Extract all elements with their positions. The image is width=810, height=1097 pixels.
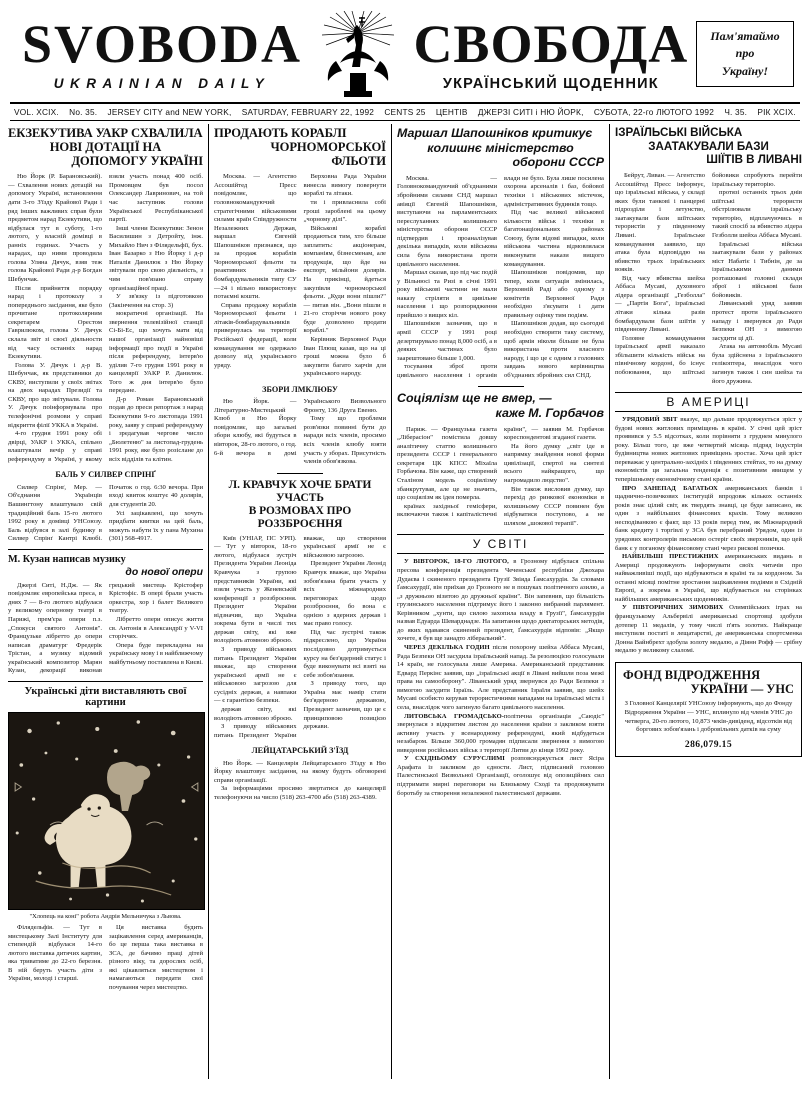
dateline-date-uk: СУБОТА, 22-го ЛЮТОГО 1992 (593, 107, 715, 117)
paragraph: Москва. — Головнокомандуючий об'єднаними збройними силами СНД маршал авіяції Євгеній Шапошніков, виступаючи на парламентських переслуханнях колишнього міністерства оборони СССР підтвердив і проаналізував декілька випадків, коли військова сила була використана проти цивільного населення. (397, 174, 497, 268)
headline-gorbachev-socialism (397, 391, 604, 420)
section-band-world: У СВІТІ (397, 534, 604, 554)
paragraph: тосування зброї проти цивільного населення і органів влади не було. Була лише посилена охорона арсеналів і баз, бойової техніки і військових містечок, адміністративних будинків тощо. (397, 174, 604, 379)
section-divider (8, 549, 203, 550)
article-body-children-exhibit (8, 924, 203, 993)
paragraph: З приводу того, що Україна має намір стати без'ядерною державою, Президент зазначив, що це є принциповою позицією держави. (303, 680, 386, 731)
paragraph: За інформаціями просимо звертатися до канцелярії телефонуючи на число (518) 263-4700 або (518) 263-4389. (214, 785, 386, 801)
headline-kuzan-opera: М. Кузан написав музику (8, 553, 126, 565)
item-lead-in: У ВІВТОРОК, 18-ГО ЛЮТОГО, (404, 558, 509, 566)
paragraph: Військові кораблі продаються тим, хто більше заплатить: акціонерам, компаніям, бізнесменам, але продукція, що йде на експорт, мільйони долярів. На прикінці, йдеться закупівля чорноморської фльоти. „Куди вони пішли?" — питав він. „Вони пішли в 21-го сторіччя нового року буде дозволено продати кораблі." (303, 224, 386, 335)
america-news-list (615, 416, 802, 656)
item-lead-in: ЛИТОВСЬКА ГРОМАДСЬКО- (404, 712, 504, 720)
paragraph: Голова У. Дячук і д-р В. Шебунчак, як представники до СКВУ, виступили у своїх звітах на двох нарадах Президії та СКВУ, про що звітували. Голова У. Дячук поінформувала про телефонічні розмови у справі відкриття філії УККА в Україні. (8, 361, 102, 429)
content-columns (8, 124, 802, 1079)
america-news-item (615, 485, 802, 554)
world-news-item (397, 713, 604, 756)
dateline-place-en: JERSEY CITY and NEW YORK, (107, 107, 232, 117)
masthead-subtitle-ukrainian: УКРАЇНСЬКИЙ ЩОДЕННИК (442, 75, 659, 92)
headline-line-3: оборони СССР (512, 155, 604, 170)
america-news-item (615, 416, 802, 485)
paragraph: Під час зустрічі також підкреслено, що Україна послідовно дотримується курсу на без'ядерний статус і буде виконувати всі взяті на себе зобов'язання. (303, 628, 386, 679)
headline-line-1: Л. КРАВЧУК ХОЧЕ БРАТИ УЧАСТЬ (228, 478, 372, 504)
dateline-date-en: SATURDAY, FEBRUARY 22, 1992 (241, 107, 375, 117)
headline-line-2: ЧОРНОМОРСЬКОЇ ФЛЬОТИ (270, 140, 386, 169)
article-body-kuzan-opera (8, 582, 203, 676)
paragraph: протязі останніх трьох днів шіїтські терористи обстрілювали ізраїльську територію, відплачуючись в такий спосіб за вбивство лідера Гезболли шейха Аббаса Мусаві. (712, 189, 802, 239)
column-2 (208, 124, 391, 1079)
dateline-number-en: No. 35. (69, 107, 98, 117)
item-text: в Грозному відбулася спільна пресова конференція президента Чеченської республіки Джохара Дудаєва і скиненого президента Грузії Звіяда Ґамсахурдія. За словами Ґамсахурдії, він приїхав до Грозного не в пошуках політичного азилю, а „з дружньою візитою до дружньої країни". Він запевнив, що більшість грузинського населення підтримує його і законно вибраний парлямент. Керівником „хунти, що силою захопила владу в Грузії", Ґамсахурдія назвав Едуарда Шеварднадзе. На запитання щодо диктаторських методів, до яких вдавався скинений президент, Ґамсахурдія відповів: „Якщо хочете, я був ще занадто ліберальний". (397, 558, 604, 643)
america-news-item (615, 553, 802, 604)
america-news-item (615, 604, 802, 655)
headline-line-1: ІЗРАЇЛЬСЬКІ ВІЙСЬКА (615, 126, 743, 139)
dateline-volume-en: VOL. XCIX. (14, 107, 59, 117)
photo-caption: "Хлопець на коні" робота Андрія Мельничука з Львова. (29, 912, 182, 920)
dateline-price-en: CENTS 25 (384, 107, 426, 117)
item-lead-in: У ПІВТОРИЧНИХ ЗИМОВИХ (622, 604, 724, 612)
masthead-title-ukrainian: СВОБОДА (413, 13, 689, 74)
headline-line-1: Соціялізм ще не вмер, — (397, 391, 552, 406)
item-lead-in: У СХІДНЬОМУ СУРУСЛИМІ (404, 755, 505, 763)
column-3 (391, 124, 609, 1079)
paragraph: Атака на автомобіль Мусаві була здійснена з ізраїльського гелікоптера, внаслідок чого загинув також і син шейха та його дружина. (712, 343, 802, 385)
remember-ukraine-box (696, 21, 794, 87)
paragraph: Ню Йорк. — Канцелярія Лейцатарського З'їзду в Ню Йорку влаштовує засідання, на якому будуть обговорені справи організації. (214, 759, 386, 784)
paragraph: Шапошніков зазначив, що в армії СССР у 1991 році дезертирувало понад 8,000 осіб, а в деяких частинах було заарештовано більше 1,000. (397, 320, 497, 362)
paragraph: Від часу вбивства шейха Аббаса Мусаві, духовного лідера організації „Гезболла" — „Партія Бога", ізраїльські літаки кілька разів бомбардували бази шіїтів у південному Ливані. (615, 274, 705, 334)
paragraph: Керівник Верховної Ради Іван Плющ казав, що на ці гроші можна було б закупити багато харчів для українського народу. (303, 335, 386, 378)
paragraph: мократичні організації. На звернення телевізійної станції Сі-Бі-Ес, що хочуть мати від нашої організації найновіші інформації про події в Україні після референдуму, інтерв'ю уділив 7-го грудня 1991 року в канцелярії УАКР Р. Данилюк. Того ж дня інтерв'ю було передане. (109, 310, 203, 395)
dateline-price-uk: ЦЕНТІВ (435, 107, 468, 117)
article-body-lmklub (214, 398, 386, 467)
headline-kravchuk-disarmament (214, 479, 386, 531)
column-4 (609, 124, 802, 1079)
paragraph: Париж. — Французька газета „Ліберасіон" помістила довшу аналітичну статтю колишнього президента СССР і генерального секретаря ЦК КПСС Міхаїла Горбачова. Він каже, що створений Сталіном модель соціялізму збанкрутував, але це не значить, що соціялізм як ідея померла. (397, 425, 497, 502)
remember-line-1: Пам'ятаймо (710, 28, 780, 43)
paragraph: Верховна Рада України винесла вимогу повернути кораблі та літаки. (303, 173, 386, 198)
item-lead-in: ПРО ЗАНЕПАД БАГАТЬОХ (622, 484, 718, 492)
item-lead-in: НАЙБІЛЬШІ ПРЕСТИЖНИХ (622, 553, 719, 561)
masthead-logo-english (12, 14, 302, 91)
world-news-item (397, 644, 604, 713)
paragraph: Ню Йорк. — Літературно-Мистецький Клюб в Ню Йорку повідомляє, що загальні збори клюбу, які будуться в вівторок, 28-го лютого, о год. 6-й вечора в домі Українського Визвольного Фронту, 136 Друга Евеню. (214, 398, 386, 457)
paragraph: Президент України Леонід Кравчук вважає, що Україна зобов'язана брати участь у всіх міжнародних переговорах щодо роззброєння, бо вона є однією з ядерних держав і має право голосу. (303, 560, 386, 628)
paragraph: Опера буде перекладена на українську мову і в найближчому майбутньому поставлена в Києві. (109, 641, 203, 666)
paragraph: Інші члени Екзекутиви: Зенон Василишин з Детройту, інж. Михайло Нич з Філядельфії, бух. Іван Базарко з Ню Йорку і д-р Наталія Данилюк з Ню Йорку звітували про свою діяльність, з чим пов'язано справу організаційної праці. (109, 224, 203, 292)
fund-revival-ukraine-box (615, 662, 802, 757)
headline-line-2: В РОЗМОВАХ ПРО РОЗЗБРОЄННЯ (248, 504, 352, 530)
article-body-uacr (8, 173, 203, 464)
article-body-silver-spring (8, 484, 203, 544)
dateline-bar (8, 104, 802, 120)
paragraph: держав світу, які володіють атомною зброєю. (214, 705, 297, 722)
paragraph: Головне командування ізраїльської армії наказало збільшити кількість військ на північному кордоні, бо існує побоювання, що шіїтські бойовики спробують перейти ізраїльську територію. (615, 172, 802, 376)
headline-line-2: НОВІ ДОТАЦІЇ НА (49, 140, 162, 155)
paragraph: Київ (УНІАР, ПС УРП). — Тут у вівторок, 18-го лютого, відбулася зустріч Президента України Леоніда Кравчука з групою представників України, які взяли участь у Женевській конференції з роззброєння. Президент України відзначив, що Україна зокрема бути в числі тих держав світу, які вже володіють атомною зброєю. (214, 534, 297, 645)
paragraph: З приводу військових питань Президент України вважає, що створення української армії не є військовою загрозою. (214, 534, 386, 739)
fund-title-line-2: УКРАЇНИ — УНС (690, 682, 794, 697)
dateline-place-uk: ДЖЕРЗІ СИТІ і НЮ ЙОРК, (477, 107, 584, 117)
item-text: Олимпійських іграх на французькому Альбервілі американські спортовці здобули дотепер 11 медалів, у тому числі п'ять золотих. Найкраще виступили постаті в лещатарстві, де американська спортсменка Донна Вайнбрехт здобула золоту медалю, а Діянн Рофф — срібну медалю у великому слаломі. (615, 604, 802, 655)
dateline-volume-uk: РІК XCIX. (757, 107, 796, 117)
item-text: розповсюджується лист Ясіра Арафата із закликом до єдности. Лист, підписаний головою Палестинської Визвольної Організації, оголошує від опозиційних сил підтримати мирні переговори на Близькому Сході та продовжувати боротьбу за створення незалежної палестинської держави. (397, 755, 604, 797)
headline-line-2: ЗААТАКУВАЛИ БАЗИ (648, 139, 769, 153)
masthead (8, 6, 802, 98)
paragraph: Ню Йорк (Р. Барановський). — Схвалення нових дотацій на допомогу Україні, встановлення дати 3-го З'їзду Крайової Ради і ряд інших важливих справ були предметом нарад Екзекутиви, що відбулася тут в суботу, 1-го лютого, у власній домівці в ранніх годинах. Участь у нарадах, що ними проводила голова Уляна Дячук, взяв теж голова Крайової Ради д-р Богдан Шебунчак. (8, 173, 102, 284)
section-divider (8, 681, 203, 682)
masthead-subtitle-english: UKRAINIAN DAILY (53, 76, 271, 91)
paragraph: 4-го грудня 1991 року обі двірці, УАКР і УККА, спільно влаштували вечір у справі референдуму в Україні, у якому взяли участь понад 400 осіб. Промовцем був посол Олександер Лавринович, на той час заступник голови Української Республіканської партії. (8, 173, 203, 463)
section-band-america: В АМЕРИЦІ (615, 392, 802, 412)
item-lead-in: ЧЕРЕЗ ДЕКІЛЬКА ГОДИН (404, 644, 490, 651)
article-body-gorbachev (397, 426, 604, 529)
deck-kuzan-opera: до нової опери (125, 566, 203, 578)
paragraph: Він також висловив думку, що перехід до ринкової економіки в колишньому СССР повинен був відбуватися поступово, а не шляхом „шокової терапії". (504, 485, 604, 527)
paragraph: Силвер Спрінґ, Мер. — Об'єднання Українців Вашингтону влаштувало свій традиційний баль 15-го лютого 1992 року в домівці УНСоюзу. Баль відбувся в залі будинку в Силвер Спрінґ Кантрі Клюбі. Початок о год. 6:30 вечора. При вході квиток коштує 40 долярів, для студентів 20. (8, 483, 203, 543)
paragraph: Лібретто опери описує життя св. Антонія в Александрії у V-VI сторіччях. (109, 616, 203, 641)
headline-israeli-forces (615, 126, 802, 167)
paragraph: Після прийняття порядку нарад і протоколу з попереднього засідання, яке було прочитане протоколярним секретарем Орестом Гаврилюком, голова У. Дячук склала звіт зі своєї діяльности від часу останніх нарад Екзекутиви. (8, 284, 102, 361)
world-news-list (397, 558, 604, 798)
paragraph: Шапошніков повідомив, що тепер, коли ситуація змінилась, Верховній Раді або одному з комітетів Верховної Ради необхідно з'ясувати і дати правильну оцінку тим подіям. (504, 269, 604, 319)
item-text: політична організація „Саюдіс" звернулася з відкритим листом до населення країни з закликом взяти активну участь у всенародному референдумі, який відбудеться незабаром. Більше 360,000 громадян підписали звернення з вимогою виведення російських військ з території Литви до кінця 1992 року. (397, 712, 605, 754)
headline-line-1: Маршал Шапошніков критикує (397, 126, 593, 140)
paragraph: ти і привласнила собі гроші зароблені на цьому „чорному ділі". (303, 198, 386, 224)
paragraph: Філядельфія. — Тут в мистецькому Залі Інституту для стипендій відбулася 14-го лютого виставка дитячих картин, яка триватиме до 22-го березня. В ній беруть участь діти з України, молоді і старші. (8, 923, 102, 983)
fund-title-line-1: ФОНД ВІДРОДЖЕННЯ (623, 667, 761, 682)
headline-black-sea-fleet (214, 126, 386, 168)
section-divider (478, 386, 524, 387)
article-body-leytsatarsky (214, 760, 386, 803)
article-body-kravchuk (214, 535, 386, 741)
headline-leytsatarsky-congress: ЛЕЙЦАТАРСЬКИЙ З'ЇЗД (251, 746, 349, 756)
masthead-title-english: SVOBODA (22, 14, 302, 74)
item-text: вказує, що дальше продовжується зріст у будові нових житлових приміщень в країні. У січні цей зріст проявився у 5.5 відсотках, коли порівняти з груднем минулого року. Більш того, це вже четвертий місяць підряд індустрія будівництва нових житлових приміщень зростає. Хоча цей зріст переважає у центрально-західніх і південних стейтах, то на думку економістів ця загальна тенденція є позитивним явищем у теперішньому економічному стані країни. (615, 416, 802, 484)
headline-line-3: ДОПОМОГУ УКРАЇНІ (71, 154, 203, 169)
paragraph: Ливанський уряд заявив протест проти ізраїльського нападу і звернувся до Ради Безпеки ОН з вимогою засудити ці дії. (712, 300, 802, 342)
dateline-number-uk: Ч. 35. (724, 107, 748, 117)
childrens-painting-photo (8, 712, 205, 910)
paragraph: Маршал сказав, що під час подій у Вільнюсі та Ризі в січні 1991 року військові частини не мали наказу стріляти в цивільне населення і що розпорядження прийшло з вищих кіл. (397, 269, 497, 319)
world-news-item (397, 755, 604, 798)
article-body-shaposhnikov (397, 175, 604, 381)
item-text: американських банків і щаднично-позичкових інституцій впродовж кількох останніх років знає цілий світ, як твердять знавці, це буде записано, як один з найбільших фінансових крахів. Тому великою несподіванкою є факт, що 13 років перед тим, як Міжнародний банк кредиту і торгівлі у ЗСА був перебраний Урядом, один із урядових контролерів письмово остеріг своїх зверхників, що цей банк є у поганому фінансовому стані через рискові позички. (615, 484, 802, 552)
headline-silver-spring-ball: БАЛЬ У СИЛВЕР СПРІНҐ (55, 470, 156, 480)
statue-of-liberty-trident-emblem (310, 11, 406, 97)
fund-box-title (623, 668, 794, 697)
fund-box-amount: 286,079.15 (684, 739, 733, 751)
paragraph: Тому що проблеми розв'язки повинні бути до наради всіх членів, просимо всіх членів клюбу взяти участь у зборах. Присутність членів обов'язкова. (303, 415, 386, 466)
remember-line-2: про (735, 46, 755, 61)
paragraph: Ця виставка будить зацікавлення серед американців, бо це перша така виставка в ЗСА, де бачимо праці дітей різного віку, та дорослих осіб, які цікавляться мистецтвом і намагаються передати свої почування через мистецтво. (109, 923, 203, 991)
world-news-item (397, 558, 604, 644)
remember-line-3: Україну! (721, 63, 769, 78)
paragraph: Шапошніков додав, що сьогодні необхідно створити таку систему, щоб армія ніколи більше не була використана проти власного народу, і що це є одним з головних завдань нового керівництва об'єднаних збройних сил СНД. (504, 320, 604, 379)
fund-box-text: З Головної Канцелярії УНСоюзу інформують, що до Фонду Відродження України — УНС, вплинуло від членів УНС до четверга, 20-го лютого, 10,873 чеків-дивіденд, відсотків від боргових зобов'язань і добровільних датків на суму (624, 700, 793, 734)
paragraph: Ізраїльські війська заатакували бази у районах міст Набатіє і Тибнін, де за ізраїльськими даними розташовані головні склади зброї і військові бази бойовиків. (712, 240, 802, 299)
headline-lmklub-meeting: ЗБОРИ ЛМКЛЮБУ (262, 384, 338, 394)
item-text: після похорону шейха Аббаса Мусаві, Рада Безпеки ОН засудила ізраїльський напад. За резолюцією голосували 14 країн, не голосувала лише Америка. Американський представник Едвард Перкінс заявив, що „ізраїльські акції в Лівані вийшли поза межі права на самооборону". Ліванський уряд звернувся до Ради Безпеки з вимогою засудити Ізраїль. Але представник Ізраїля заявив, що шейх Мусаві особисто керував терористичними нападами на ізраїльські міста і села, внаслідок чого загинуло багато цивільного населення. (397, 644, 604, 711)
masthead-logo-ukrainian (413, 13, 689, 92)
article-body-israeli-forces (615, 172, 802, 386)
column-1 (8, 124, 208, 1079)
headline-line-2: колишнє міністерство (427, 140, 574, 155)
section-divider (277, 473, 323, 474)
article-body-black-sea-fleet (214, 173, 386, 379)
headline-line-2: каже М. Горбачов (495, 406, 604, 420)
paragraph: Бейрут, Ливан. — Агентство Ассошійтед Пресс інформує, що ізраїльські війська, у складі яких були танкові і панцерні підрозділи і летунство, заатакували бази шіїтських терористів у південному Ливані. Ізраїльське командування заявило, що атака була відповіддю на вбивство трьох ізраїльських вояків. (615, 172, 705, 274)
paragraph-jump-line: У зв'язку із підготовкою (Закінчення на стор. 3) (109, 293, 203, 309)
item-lead-in: УРЯДОВИЙ ЗВІТ (622, 416, 678, 424)
paragraph: Москва. — Агентство Ассошійтед Пресс повідомляє, що головнокомандуючий стратегічними військовими силами країн Співдружности Незалежних Держав, маршал Євгеній Шапошніков признався, що за продаж кораблів Чорноморської фльоти та реактивних літаків-бомбардувальників типу СУ—24 і вільно використовує потаємні кошти. (214, 173, 297, 301)
paragraph: Джерзі Ситі, Н.Дж. — Як повідомляє европейська преса, в днях 7 — 8-го лютого відбулася у великому оперному театрі в Парижі, прем'єра опери п.з. „Спокуси святого Антонія". Французьке лібретто до опери написав драматург Фредерік Трістан, а музику відомий український композитор Марян Кузан, декорації виконав грецький мистець Крістофер Крістофіс. В опері брали участь оркестра, хор і балет Великого театру. (8, 581, 203, 675)
headline-line-1: ПРОДАЮТЬ КОРАБЛІ (214, 126, 347, 140)
dateline-rule-bottom (10, 120, 800, 121)
headline-line-1: ЕКЗЕКУТИВА УАКР СХВАЛИЛА (8, 126, 203, 140)
headline-uacr-executive (8, 126, 203, 168)
paragraph: Усі зацікавлені, що хочуть придбати квитки на цей баль, можуть набути їх у пана Мухина (301) 568-4917. (109, 509, 203, 543)
paragraph: Під час великої військової кількости військ і техніки в багатонаціональних районах Союзу, були відомі випадки, коли військова частина відмовлялася виконувати накази вищого командування. (504, 209, 604, 268)
item-text: американських видань в Америці продовжують інформувати своїх читачів про найважливіші події, що відбуваються в країні та за кордоном. За останні місяці помітне зростання зацікавлення подіями в Східній Европі, а зокрема в Україні, що відбувається на сторінках найбільших американських щоденників. (615, 553, 802, 603)
paragraph: Справа продажу кораблів Чорноморської фльоти і літаків-бомбардувальників привернулась на території Російської федерації, коли командування не одержало дозволу від українського уряду. (214, 301, 297, 369)
headline-line-3: ШІЇТІВ В ЛИВАНІ (706, 153, 802, 167)
headline-children-art-exhibit: Українські діти виставляють свої картини (24, 685, 187, 708)
paragraph: країнах західньої гемісфери, включаючи також і капіталістичні країни", — заявив М. Горбачов кореспондентові згаданої газети. (397, 425, 604, 519)
paragraph: На його думку „світ іде в напрямку знайдення нової форми цивілізації, спертої на синтезі всього найкращого, що нагромадило людство". (504, 442, 604, 484)
paragraph: Д-р Роман Барановський подав до преси репортаж з нарад Екзекутиви 9-го листопада 1991 року, заяву у справі референдуму і зредагував чергове число „Бюлетеню" за листопад-грудень 1991 року, яке було розіслане до всіх відділів та клітин. (109, 395, 203, 463)
paragraph: З приводу військових питань Президент України вважає, що створення української армії не є військовою загрозою для сусідніх держав, а навпаки — є гарантією безпеки. (214, 646, 297, 705)
headline-shaposhnikov (397, 126, 604, 170)
